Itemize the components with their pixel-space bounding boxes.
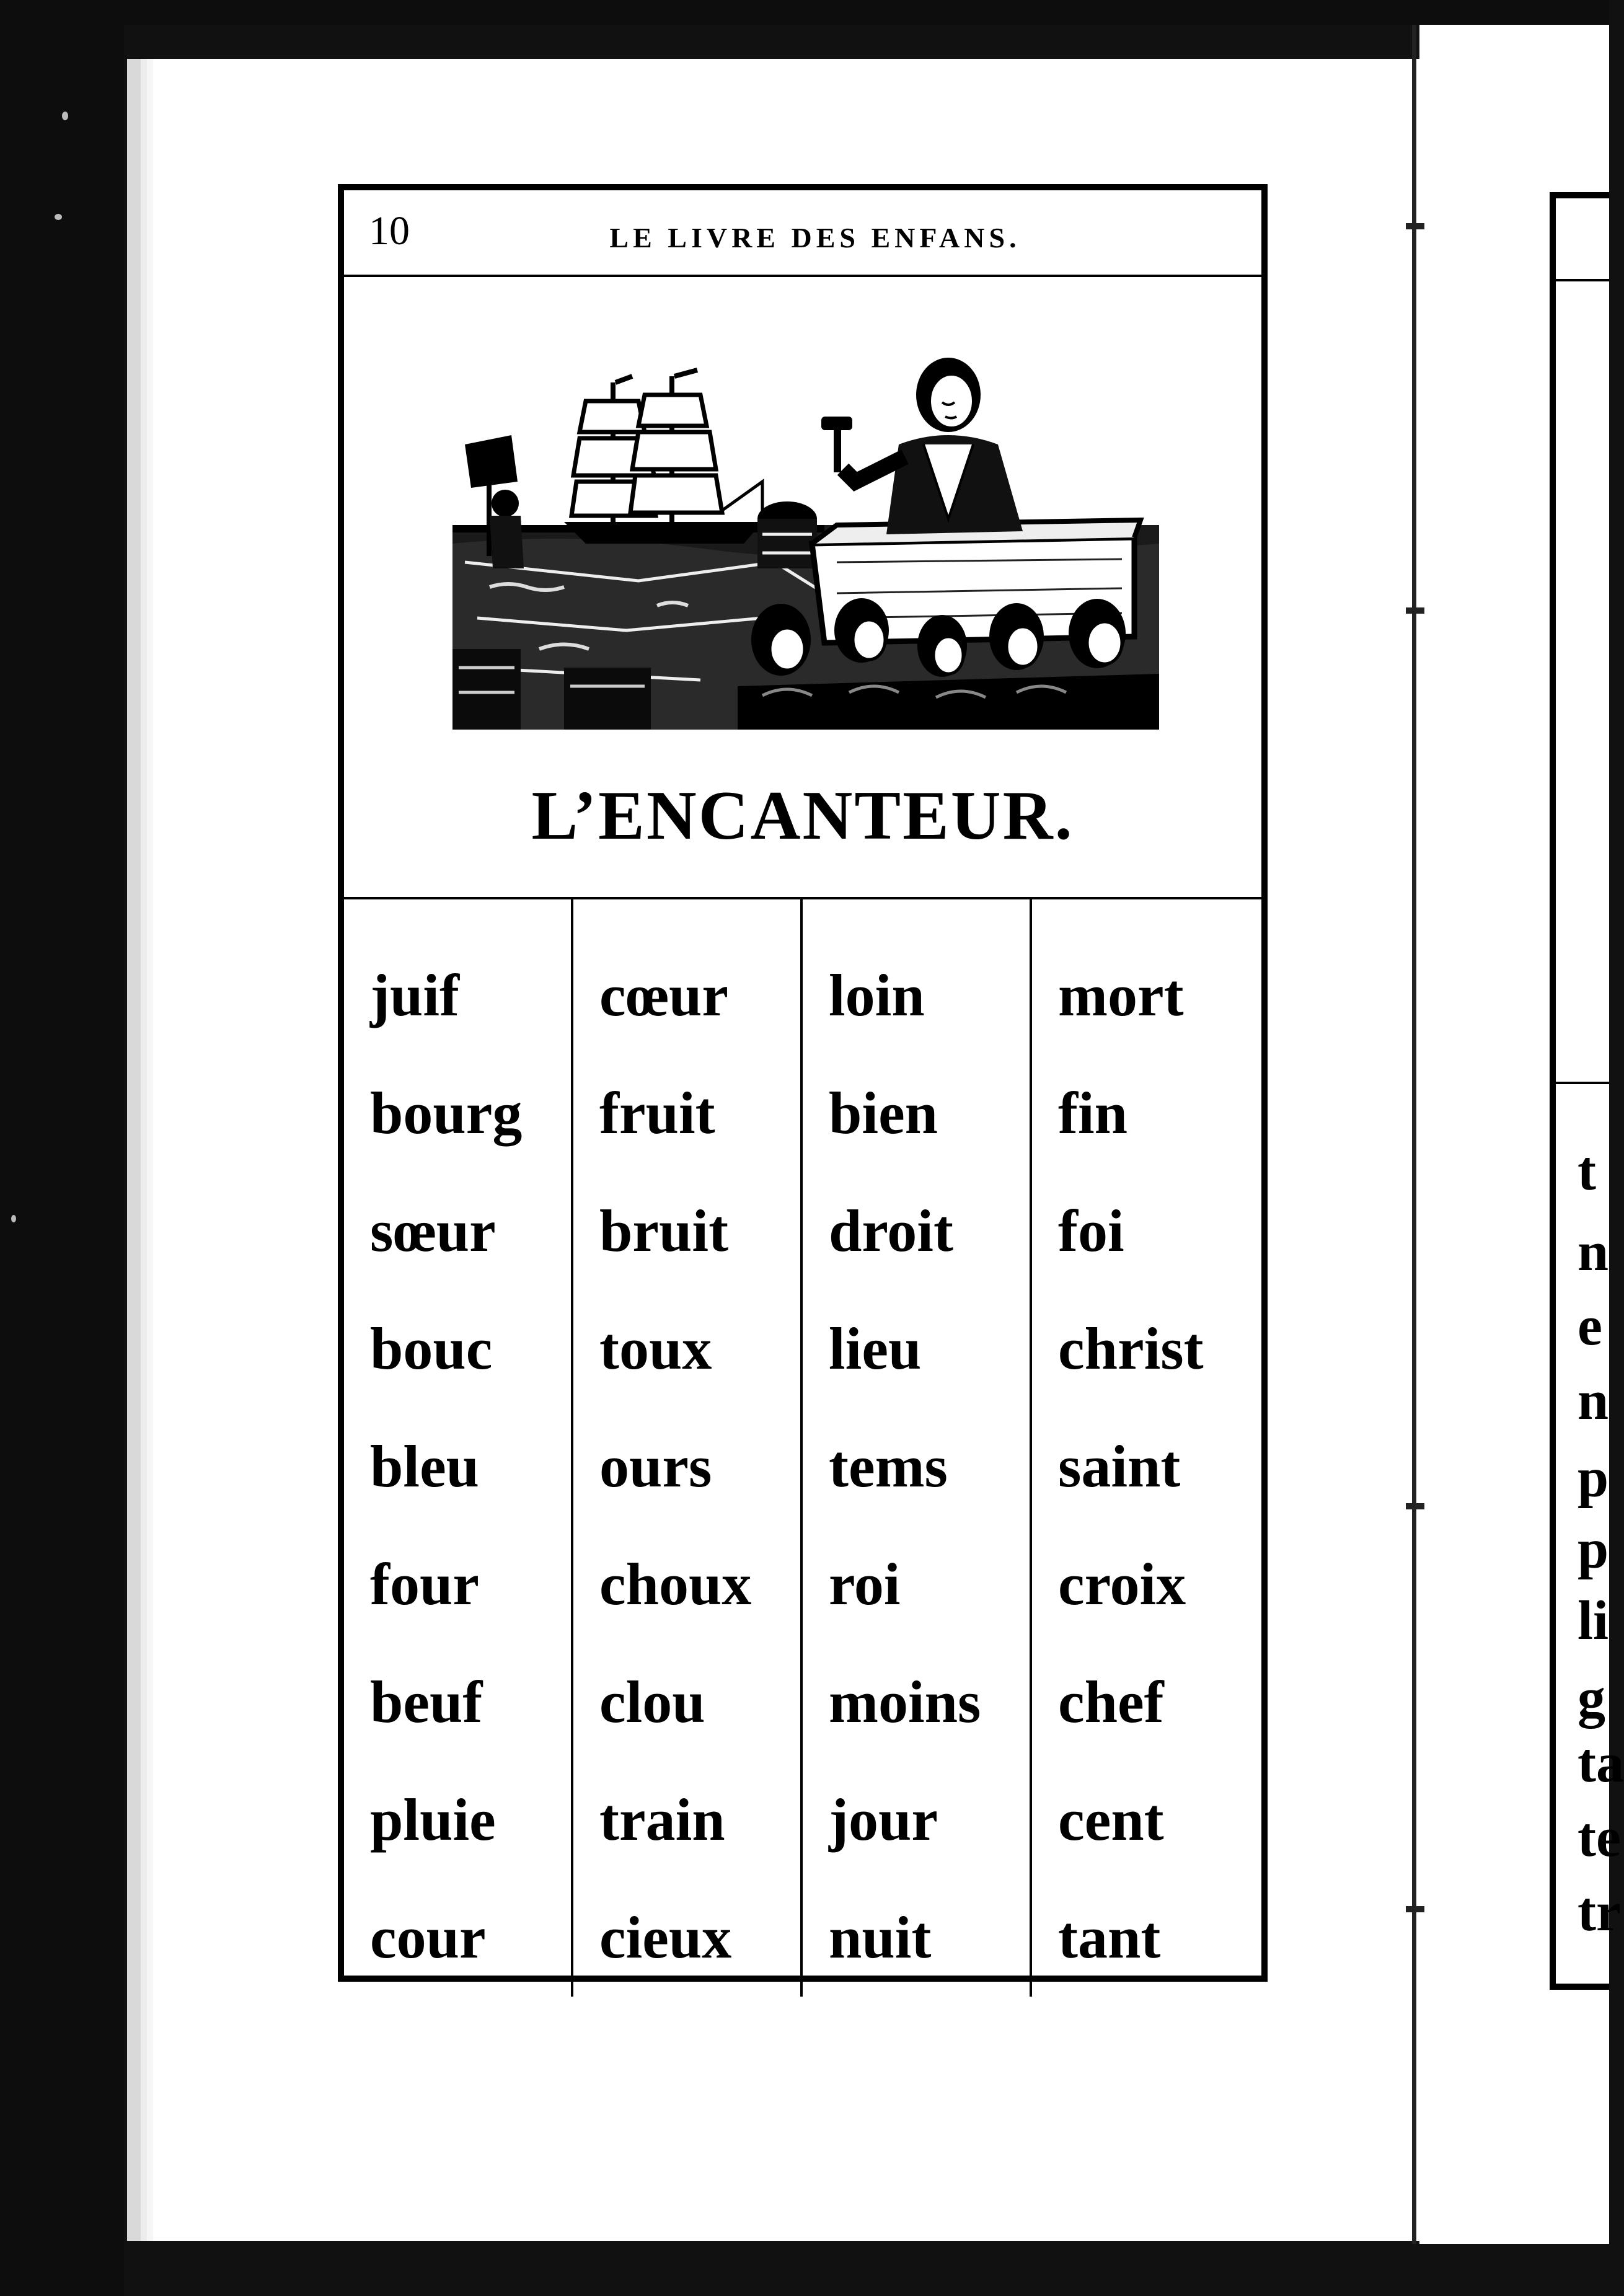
auctioneer-woodcut-icon	[452, 358, 1159, 730]
word: cour	[370, 1904, 486, 1971]
right-page-text-fragment: t	[1578, 1141, 1596, 1202]
right-page-text-fragment: li	[1578, 1590, 1609, 1651]
right-page-text-fragment: ta	[1578, 1733, 1624, 1794]
word: chef	[1058, 1669, 1164, 1735]
word: loin	[829, 962, 925, 1028]
word: four	[370, 1551, 479, 1617]
word-column-2	[573, 899, 803, 1997]
word: bleu	[370, 1433, 480, 1499]
word: jour	[829, 1786, 938, 1853]
word: bien	[829, 1080, 938, 1146]
right-page-header-rule	[1556, 279, 1609, 281]
page-header	[344, 190, 1261, 277]
word-column-3	[803, 899, 1032, 1997]
word: croix	[1058, 1551, 1186, 1617]
word: moins	[829, 1669, 981, 1735]
illustration-caption: L’ENCANTEUR.	[531, 777, 1074, 854]
word: toux	[599, 1315, 712, 1382]
word: sœur	[370, 1198, 496, 1264]
right-page-text-fragment: n	[1578, 1370, 1609, 1431]
word: foi	[1058, 1198, 1124, 1264]
word-table	[344, 899, 1261, 1982]
page-frame	[338, 184, 1268, 1982]
word-column-1	[344, 899, 573, 1997]
word: beuf	[370, 1669, 483, 1735]
word: cœur	[599, 962, 728, 1028]
word: pluie	[370, 1786, 496, 1853]
dust-speck	[55, 214, 62, 220]
right-page-text-fragment: p	[1578, 1447, 1609, 1509]
right-page-text-fragment: p	[1578, 1519, 1609, 1580]
word: train	[599, 1786, 725, 1853]
word: roi	[829, 1551, 901, 1617]
binding-stitch	[1406, 1906, 1424, 1912]
word: fin	[1058, 1080, 1128, 1146]
word: bouc	[370, 1315, 493, 1382]
right-page-text-fragment: n	[1578, 1221, 1609, 1283]
word: clou	[599, 1669, 705, 1735]
binding-stitch	[1406, 607, 1424, 614]
word-column-4	[1032, 899, 1261, 1997]
dust-speck	[62, 112, 68, 120]
word: droit	[829, 1198, 953, 1264]
binding-stitch	[1406, 1503, 1424, 1509]
word: mort	[1058, 962, 1184, 1028]
word: juif	[370, 962, 459, 1028]
word: nuit	[829, 1904, 932, 1971]
binding-stitch	[1406, 223, 1424, 229]
word: tems	[829, 1433, 948, 1499]
word: fruit	[599, 1080, 715, 1146]
page-number: 10	[369, 208, 410, 254]
word: ours	[599, 1433, 712, 1499]
right-page-text-fragment: e	[1578, 1296, 1602, 1357]
dust-speck	[11, 1215, 16, 1222]
word: choux	[599, 1551, 752, 1617]
word: tant	[1058, 1904, 1161, 1971]
scan-border-left	[0, 0, 124, 2296]
running-title: LE LIVRE DES ENFANS.	[609, 222, 1021, 254]
word: cent	[1058, 1786, 1164, 1853]
right-page-text-fragment: tr	[1578, 1881, 1621, 1943]
right-page-text-fragment: g	[1578, 1667, 1605, 1729]
word: christ	[1058, 1315, 1204, 1382]
word: lieu	[829, 1315, 922, 1382]
word: bourg	[370, 1080, 523, 1146]
right-page-text-fragment: te	[1578, 1807, 1621, 1868]
scan-border-top	[0, 0, 1609, 25]
right-page-divider	[1556, 1082, 1609, 1084]
word: saint	[1058, 1433, 1181, 1499]
word: bruit	[599, 1198, 729, 1264]
word: cieux	[599, 1904, 732, 1971]
